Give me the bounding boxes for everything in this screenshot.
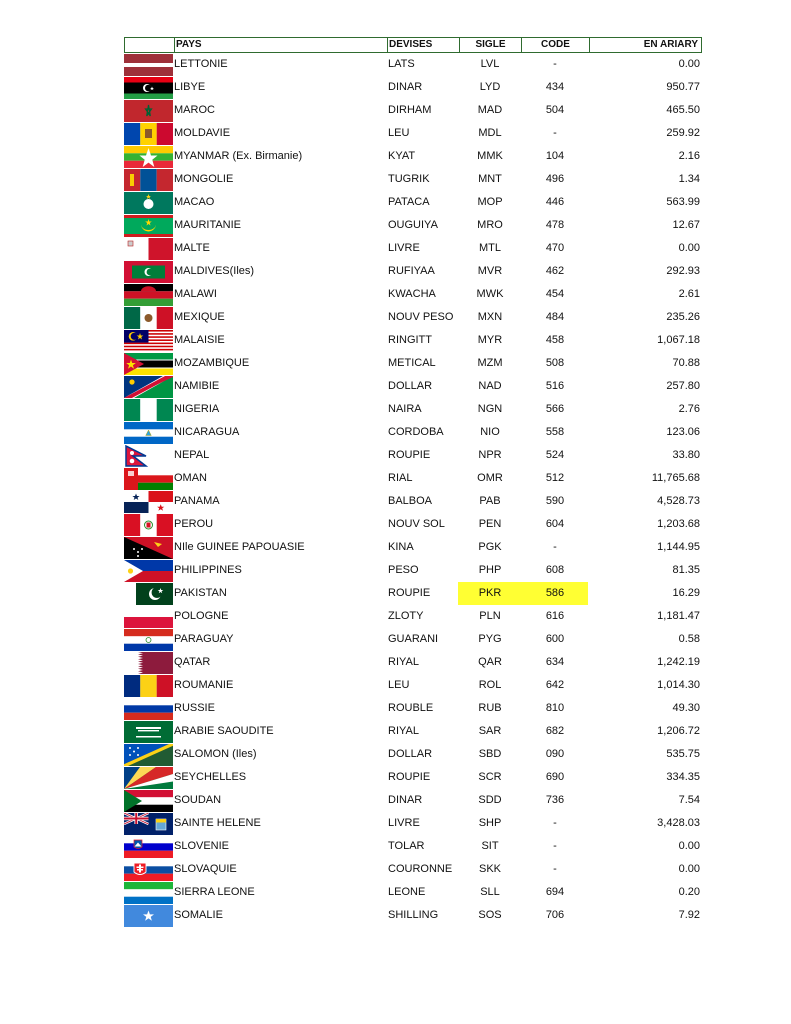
table-row	[124, 260, 702, 283]
om-flag-icon	[124, 468, 173, 490]
country-name: SAINTE HELENE	[174, 817, 261, 829]
table-row	[124, 536, 702, 559]
country-name: RUSSIE	[174, 702, 215, 714]
ariary-rate: 1,242.19	[657, 656, 700, 668]
currency-symbol: RUB	[478, 702, 502, 714]
country-name: MALTE	[174, 242, 210, 254]
currency-symbol: MZM	[477, 357, 503, 369]
ph-flag-icon	[124, 560, 173, 582]
currency-code: 810	[545, 702, 565, 714]
so-flag-icon	[124, 905, 173, 927]
currency-name: LATS	[388, 58, 415, 70]
currency-code: 462	[545, 265, 565, 277]
np-flag-icon	[124, 445, 173, 467]
currency-code: 512	[545, 472, 565, 484]
table-row	[124, 835, 702, 858]
currency-symbol: SKK	[478, 863, 501, 875]
ariary-rate: 257.80	[666, 380, 700, 392]
currency-symbol: MYR	[477, 334, 503, 346]
currency-name: DOLLAR	[388, 380, 433, 392]
table-row	[124, 651, 702, 674]
country-name: SLOVENIE	[174, 840, 230, 852]
currency-symbol: NGN	[477, 403, 503, 415]
currency-symbol: MMK	[477, 150, 503, 162]
currency-code: 586	[522, 582, 588, 605]
mn-flag-icon	[124, 169, 173, 191]
currency-symbol: SBD	[478, 748, 502, 760]
currency-code: 446	[545, 196, 565, 208]
table-row	[124, 375, 702, 398]
table-header	[124, 37, 702, 53]
sb-flag-icon	[124, 744, 173, 766]
ariary-rate: 12.67	[672, 219, 700, 231]
currency-symbol: PKR	[458, 582, 522, 605]
ariary-rate: 292.93	[666, 265, 700, 277]
table-row	[124, 789, 702, 812]
ariary-rate: 1,014.30	[657, 679, 700, 691]
currency-symbol: LYD	[479, 81, 501, 93]
currency-symbol: MOP	[477, 196, 503, 208]
currency-symbol: MVR	[477, 265, 503, 277]
table-row	[124, 122, 702, 145]
table-row	[124, 467, 702, 490]
currency-code: 558	[545, 426, 565, 438]
country-name: SOMALIE	[174, 909, 223, 921]
pe-flag-icon	[124, 514, 173, 536]
country-name: SOUDAN	[174, 794, 222, 806]
ariary-rate: 1.34	[678, 173, 700, 185]
currency-name: LEU	[388, 679, 410, 691]
currency-symbol: SHP	[478, 817, 502, 829]
table-row	[124, 490, 702, 513]
ariary-rate: 3,428.03	[657, 817, 700, 829]
currency-name: ROUPIE	[388, 449, 431, 461]
country-name: SALOMON (Iles)	[174, 748, 257, 760]
mo-flag-icon	[124, 192, 173, 214]
currency-code: 508	[545, 357, 565, 369]
currency-symbol: SDD	[478, 794, 502, 806]
currency-name: BALBOA	[388, 495, 433, 507]
sc-flag-icon	[124, 767, 173, 789]
country-name: NIle GUINEE PAPOUASIE	[174, 541, 305, 553]
country-name: MONGOLIE	[174, 173, 234, 185]
mw-flag-icon	[124, 284, 173, 306]
ariary-rate: 16.29	[672, 587, 700, 599]
my-flag-icon	[124, 330, 173, 352]
table-row	[124, 674, 702, 697]
country-name: PAKISTAN	[174, 587, 227, 599]
currency-symbol: PGK	[478, 541, 502, 553]
currency-code: 470	[545, 242, 565, 254]
currency-name: PATACA	[388, 196, 430, 208]
mm-flag-icon	[124, 146, 173, 168]
currency-name: TOLAR	[388, 840, 425, 852]
flag-header	[124, 38, 174, 52]
pg-flag-icon	[124, 537, 173, 559]
ru-flag-icon	[124, 698, 173, 720]
currency-name: NOUV PESO	[388, 311, 454, 323]
currency-symbol: PYG	[478, 633, 502, 645]
table-row	[124, 53, 702, 76]
currency-symbol: ROL	[478, 679, 502, 691]
si-flag-icon	[124, 836, 173, 858]
mv-flag-icon	[124, 261, 173, 283]
country-name: LETTONIE	[174, 58, 228, 70]
sh-flag-icon	[124, 813, 173, 835]
qa-flag-icon	[124, 652, 173, 674]
ariary-rate: 2.76	[678, 403, 700, 415]
currency-code: 690	[545, 771, 565, 783]
country-name: OMAN	[174, 472, 207, 484]
table-row	[124, 559, 702, 582]
country-name: QATAR	[174, 656, 211, 668]
ariary-rate: 259.92	[666, 127, 700, 139]
currency-symbol: MDL	[478, 127, 502, 139]
currency-name: NAIRA	[388, 403, 422, 415]
table-row	[124, 145, 702, 168]
currency-name: DINAR	[388, 81, 423, 93]
currency-code: 706	[545, 909, 565, 921]
currency-symbol: QAR	[478, 656, 502, 668]
mz-flag-icon	[124, 353, 173, 375]
currency-code: -	[553, 541, 557, 553]
country-name: ARABIE SAOUDITE	[174, 725, 274, 737]
country-name: PHILIPPINES	[174, 564, 242, 576]
ariary-rate: 563.99	[666, 196, 700, 208]
ariary-rate: 535.75	[666, 748, 700, 760]
currency-code: -	[553, 863, 557, 875]
currency-symbol: MXN	[477, 311, 503, 323]
country-name: MALAISIE	[174, 334, 225, 346]
currency-code: -	[553, 127, 557, 139]
table-row	[124, 191, 702, 214]
currency-symbol: OMR	[477, 472, 503, 484]
ma-flag-icon	[124, 100, 173, 122]
currency-symbol: SOS	[478, 909, 502, 921]
ariary-rate: 0.00	[678, 863, 700, 875]
table-row	[124, 605, 702, 628]
currency-name: DOLLAR	[388, 748, 433, 760]
header-devises: DEVISES	[387, 38, 459, 52]
currency-code: 496	[545, 173, 565, 185]
country-name: NIGERIA	[174, 403, 220, 415]
currency-symbol: NPR	[478, 449, 502, 461]
ariary-rate: 81.35	[672, 564, 700, 576]
currency-code: 458	[545, 334, 565, 346]
currency-symbol: SAR	[478, 725, 502, 737]
country-name: NEPAL	[174, 449, 210, 461]
sa-flag-icon	[124, 721, 173, 743]
header-sigle: SIGLE	[459, 38, 521, 52]
country-name: NICARAGUA	[174, 426, 240, 438]
currency-symbol: SIT	[481, 840, 499, 852]
currency-symbol: MTL	[479, 242, 501, 254]
currency-symbol: NIO	[480, 426, 500, 438]
currency-name: RIYAL	[388, 725, 419, 737]
currency-name: CORDOBA	[388, 426, 444, 438]
table-row	[124, 237, 702, 260]
ariary-rate: 33.80	[672, 449, 700, 461]
currency-code: 504	[545, 104, 565, 116]
currency-symbol: MNT	[478, 173, 502, 185]
currency-symbol: LVL	[480, 58, 500, 70]
table-row	[124, 168, 702, 191]
table-row	[124, 99, 702, 122]
currency-symbol: MWK	[476, 288, 504, 300]
header-ariary: EN ARIARY	[589, 38, 702, 52]
pl-flag-icon	[124, 606, 173, 628]
table-row	[124, 76, 702, 99]
currency-name: DINAR	[388, 794, 423, 806]
country-name: PANAMA	[174, 495, 220, 507]
table-row	[124, 513, 702, 536]
table-row	[124, 697, 702, 720]
currency-code: 590	[545, 495, 565, 507]
country-name: SIERRA LEONE	[174, 886, 255, 898]
table-row	[124, 398, 702, 421]
table-row	[124, 582, 702, 605]
currency-code: 736	[545, 794, 565, 806]
table-row	[124, 720, 702, 743]
currency-name: PESO	[388, 564, 419, 576]
country-name: MACAO	[174, 196, 215, 208]
ariary-rate: 1,203.68	[657, 518, 700, 530]
country-name: MAROC	[174, 104, 215, 116]
currency-symbol: MRO	[477, 219, 503, 231]
currency-code: -	[553, 840, 557, 852]
currency-name: METICAL	[388, 357, 436, 369]
na-flag-icon	[124, 376, 173, 398]
country-name: MEXIQUE	[174, 311, 225, 323]
table-row	[124, 329, 702, 352]
currency-symbol: PHP	[478, 564, 502, 576]
table-row	[124, 283, 702, 306]
country-name: PEROU	[174, 518, 214, 530]
ariary-rate: 0.00	[678, 840, 700, 852]
currency-name: SHILLING	[388, 909, 439, 921]
ariary-rate: 1,067.18	[657, 334, 700, 346]
ariary-rate: 1,181.47	[657, 610, 700, 622]
country-name: MOZAMBIQUE	[174, 357, 250, 369]
ariary-rate: 0.58	[678, 633, 700, 645]
currency-name: LIVRE	[388, 817, 420, 829]
currency-code: 682	[545, 725, 565, 737]
currency-name: LEONE	[388, 886, 426, 898]
currency-code: 642	[545, 679, 565, 691]
country-name: POLOGNE	[174, 610, 229, 622]
ro-flag-icon	[124, 675, 173, 697]
currency-name: GUARANI	[388, 633, 439, 645]
sd-flag-icon	[124, 790, 173, 812]
currency-code: 634	[545, 656, 565, 668]
py-flag-icon	[124, 629, 173, 651]
currency-symbol: PEN	[478, 518, 502, 530]
currency-name: ROUBLE	[388, 702, 434, 714]
table-row	[124, 214, 702, 237]
ariary-rate: 1,206.72	[657, 725, 700, 737]
mx-flag-icon	[124, 307, 173, 329]
currency-code: 484	[545, 311, 565, 323]
ariary-rate: 7.54	[678, 794, 700, 806]
country-name: NAMIBIE	[174, 380, 220, 392]
currency-name: TUGRIK	[388, 173, 430, 185]
currency-name: KYAT	[388, 150, 416, 162]
country-name: SLOVAQUIE	[174, 863, 237, 875]
ariary-rate: 235.26	[666, 311, 700, 323]
currency-code: -	[553, 817, 557, 829]
ly-flag-icon	[124, 77, 173, 99]
currency-name: RUFIYAA	[388, 265, 435, 277]
currency-symbol: SCR	[478, 771, 502, 783]
currency-code: 524	[545, 449, 565, 461]
currency-code: 604	[545, 518, 565, 530]
ariary-rate: 2.61	[678, 288, 700, 300]
table-row	[124, 881, 702, 904]
table-row	[124, 743, 702, 766]
ariary-rate: 0.00	[678, 58, 700, 70]
currency-symbol: PAB	[479, 495, 501, 507]
currency-name: KWACHA	[388, 288, 436, 300]
currency-name: ROUPIE	[388, 587, 431, 599]
currency-name: ROUPIE	[388, 771, 431, 783]
currency-symbol: PLN	[479, 610, 501, 622]
currency-code: 090	[545, 748, 565, 760]
ariary-rate: 49.30	[672, 702, 700, 714]
currency-code: 600	[545, 633, 565, 645]
table-body	[124, 53, 702, 927]
ng-flag-icon	[124, 399, 173, 421]
country-name: ROUMANIE	[174, 679, 234, 691]
ariary-rate: 11,765.68	[651, 472, 700, 484]
ni-flag-icon	[124, 422, 173, 444]
currency-code: 478	[545, 219, 565, 231]
table-row	[124, 858, 702, 881]
ariary-rate: 123.06	[666, 426, 700, 438]
currency-code: 104	[545, 150, 565, 162]
ariary-rate: 7.92	[678, 909, 700, 921]
currency-name: COURONNE	[388, 863, 453, 875]
currency-code: 454	[545, 288, 565, 300]
currency-name: ZLOTY	[388, 610, 424, 622]
mt-flag-icon	[124, 238, 173, 260]
currency-code: 434	[545, 81, 565, 93]
table-row	[124, 628, 702, 651]
sl-flag-icon	[124, 882, 173, 904]
country-name: MALDIVES(Iles)	[174, 265, 255, 277]
country-name: MAURITANIE	[174, 219, 242, 231]
country-name: PARAGUAY	[174, 633, 234, 645]
pa-flag-icon	[124, 491, 173, 513]
currency-symbol: SLL	[480, 886, 500, 898]
currency-symbol: MAD	[477, 104, 503, 116]
currency-name: RIYAL	[388, 656, 419, 668]
currency-name: RIAL	[388, 472, 413, 484]
ariary-rate: 0.00	[678, 242, 700, 254]
country-name: MOLDAVIE	[174, 127, 231, 139]
table-row	[124, 444, 702, 467]
table-row	[124, 812, 702, 835]
currency-symbol: NAD	[478, 380, 502, 392]
currency-name: KINA	[388, 541, 414, 553]
currency-code: 608	[545, 564, 565, 576]
table-row	[124, 421, 702, 444]
mr-flag-icon	[124, 215, 173, 237]
currency-name: LEU	[388, 127, 410, 139]
header-code: CODE	[521, 38, 589, 52]
currency-name: RINGITT	[388, 334, 432, 346]
lv-flag-icon	[124, 54, 173, 76]
table-row	[124, 306, 702, 329]
sk-flag-icon	[124, 859, 173, 881]
ariary-rate: 2.16	[678, 150, 700, 162]
currency-name: NOUV SOL	[388, 518, 445, 530]
ariary-rate: 4,528.73	[657, 495, 700, 507]
currency-code: -	[553, 58, 557, 70]
country-name: SEYCHELLES	[174, 771, 247, 783]
currency-code: 566	[545, 403, 565, 415]
country-name: MALAWI	[174, 288, 217, 300]
ariary-rate: 334.35	[666, 771, 700, 783]
currency-name: DIRHAM	[388, 104, 432, 116]
country-name: LIBYE	[174, 81, 206, 93]
ariary-rate: 465.50	[666, 104, 700, 116]
ariary-rate: 70.88	[672, 357, 700, 369]
currency-name: LIVRE	[388, 242, 420, 254]
pk-flag-icon	[124, 583, 173, 605]
table-row	[124, 766, 702, 789]
header-pays: PAYS	[174, 38, 387, 52]
ariary-rate: 0.20	[678, 886, 700, 898]
currency-code: 694	[545, 886, 565, 898]
currency-table	[124, 37, 702, 927]
ariary-rate: 950.77	[666, 81, 700, 93]
table-row	[124, 352, 702, 375]
md-flag-icon	[124, 123, 173, 145]
ariary-rate: 1,144.95	[657, 541, 700, 553]
currency-code: 616	[545, 610, 565, 622]
table-row	[124, 904, 702, 927]
currency-name: OUGUIYA	[388, 219, 438, 231]
currency-code: 516	[545, 380, 565, 392]
country-name: MYANMAR (Ex. Birmanie)	[174, 150, 303, 162]
